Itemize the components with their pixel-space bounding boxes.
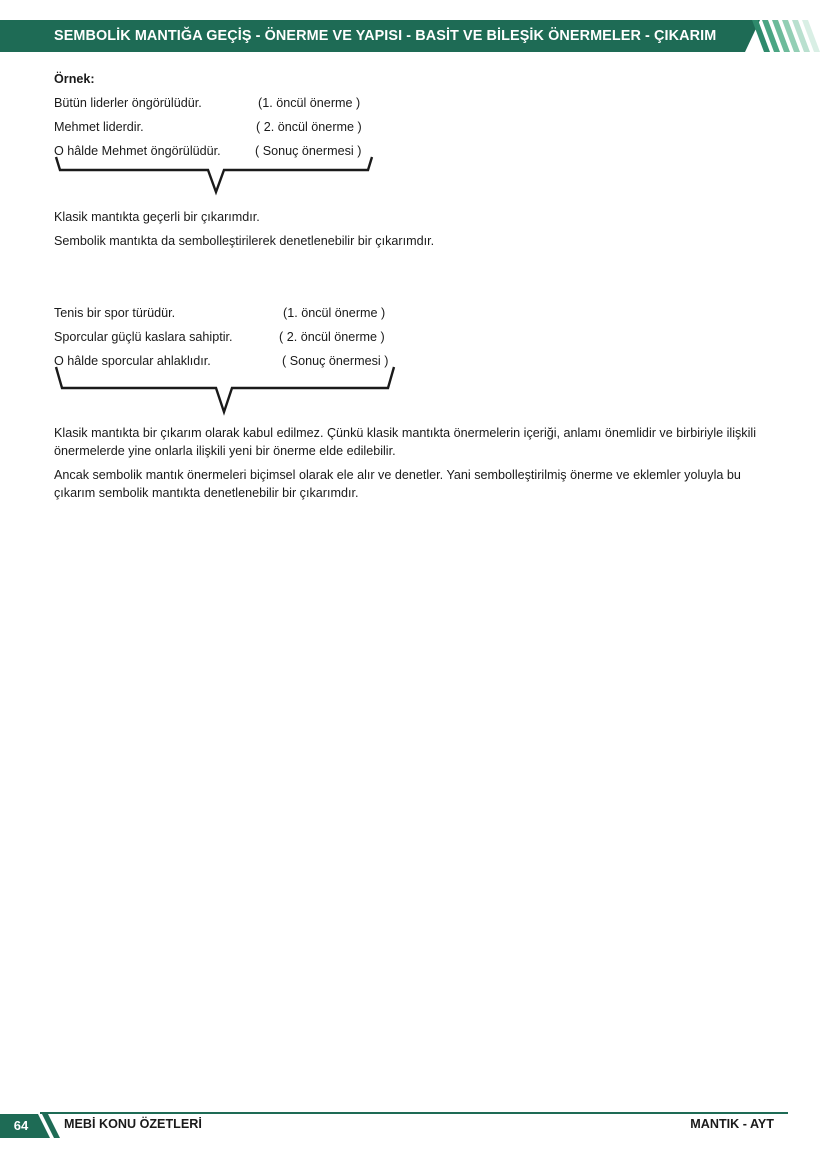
- premise-2-text: Sporcular güçlü kaslara sahiptir.: [54, 330, 233, 344]
- conclusion-note: ( Sonuç önermesi ): [282, 354, 389, 368]
- comment-line-1: Klasik mantıkta geçerli bir çıkarımdır.: [54, 210, 260, 224]
- premise-1-note: (1. öncül önerme ): [283, 306, 386, 320]
- conclusion-text: O hâlde Mehmet öngörülüdür.: [54, 144, 221, 158]
- footer: [0, 1110, 828, 1140]
- premise-2-note: ( 2. öncül önerme ): [256, 120, 362, 134]
- premise-1-text: Tenis bir spor türüdür.: [54, 306, 176, 320]
- footer-divider: [40, 1112, 788, 1114]
- footer-publication: MEBİ KONU ÖZETLERİ: [64, 1117, 202, 1131]
- paragraph-classic-logic: Klasik mantıkta bir çıkarım olarak kabul edilmez. Çünkü klasik mantıkta önermelerin içeriği, anlamı önemlidir ve birbiriyle ilişkili önermelerde yine onlarla ilişkili yeni bir önerme elde edilebilir.: [54, 426, 756, 458]
- page-number: 64: [13, 1118, 29, 1133]
- premise-1-note: (1. öncül önerme ): [258, 96, 361, 110]
- conclusion-text: O hâlde sporcular ahlaklıdır.: [54, 354, 211, 368]
- footer-subject: MANTIK - AYT: [690, 1117, 774, 1131]
- header-bar: [0, 20, 828, 52]
- page-title: SEMBOLİK MANTIĞA GEÇİŞ - ÖNERME VE YAPISI - BASİT VE BİLEŞİK ÖNERMELER - ÇIKARIM: [54, 28, 717, 44]
- premise-1-text: Bütün liderler öngörülüdür.: [54, 96, 202, 110]
- premise-2-note: ( 2. öncül önerme ): [279, 330, 385, 344]
- comment-line-2: Sembolik mantıkta da sembolleştirilerek denetlenebilir bir çıkarımdır.: [54, 234, 435, 248]
- brace-icon: [54, 154, 384, 196]
- example-label: Örnek:: [54, 72, 95, 86]
- conclusion-note: ( Sonuç önermesi ): [255, 144, 362, 158]
- paragraph-symbolic-logic: Ancak sembolik mantık önermeleri biçimsel olarak ele alır ve denetler. Yani sembolleştirilmiş önerme ve eklemler yoluyla bu çıkarım sembolik mantıkta denetlenebilir bir çıkarımdır.: [54, 468, 741, 500]
- premise-2-text: Mehmet liderdir.: [54, 120, 144, 134]
- brace-icon: [54, 364, 404, 416]
